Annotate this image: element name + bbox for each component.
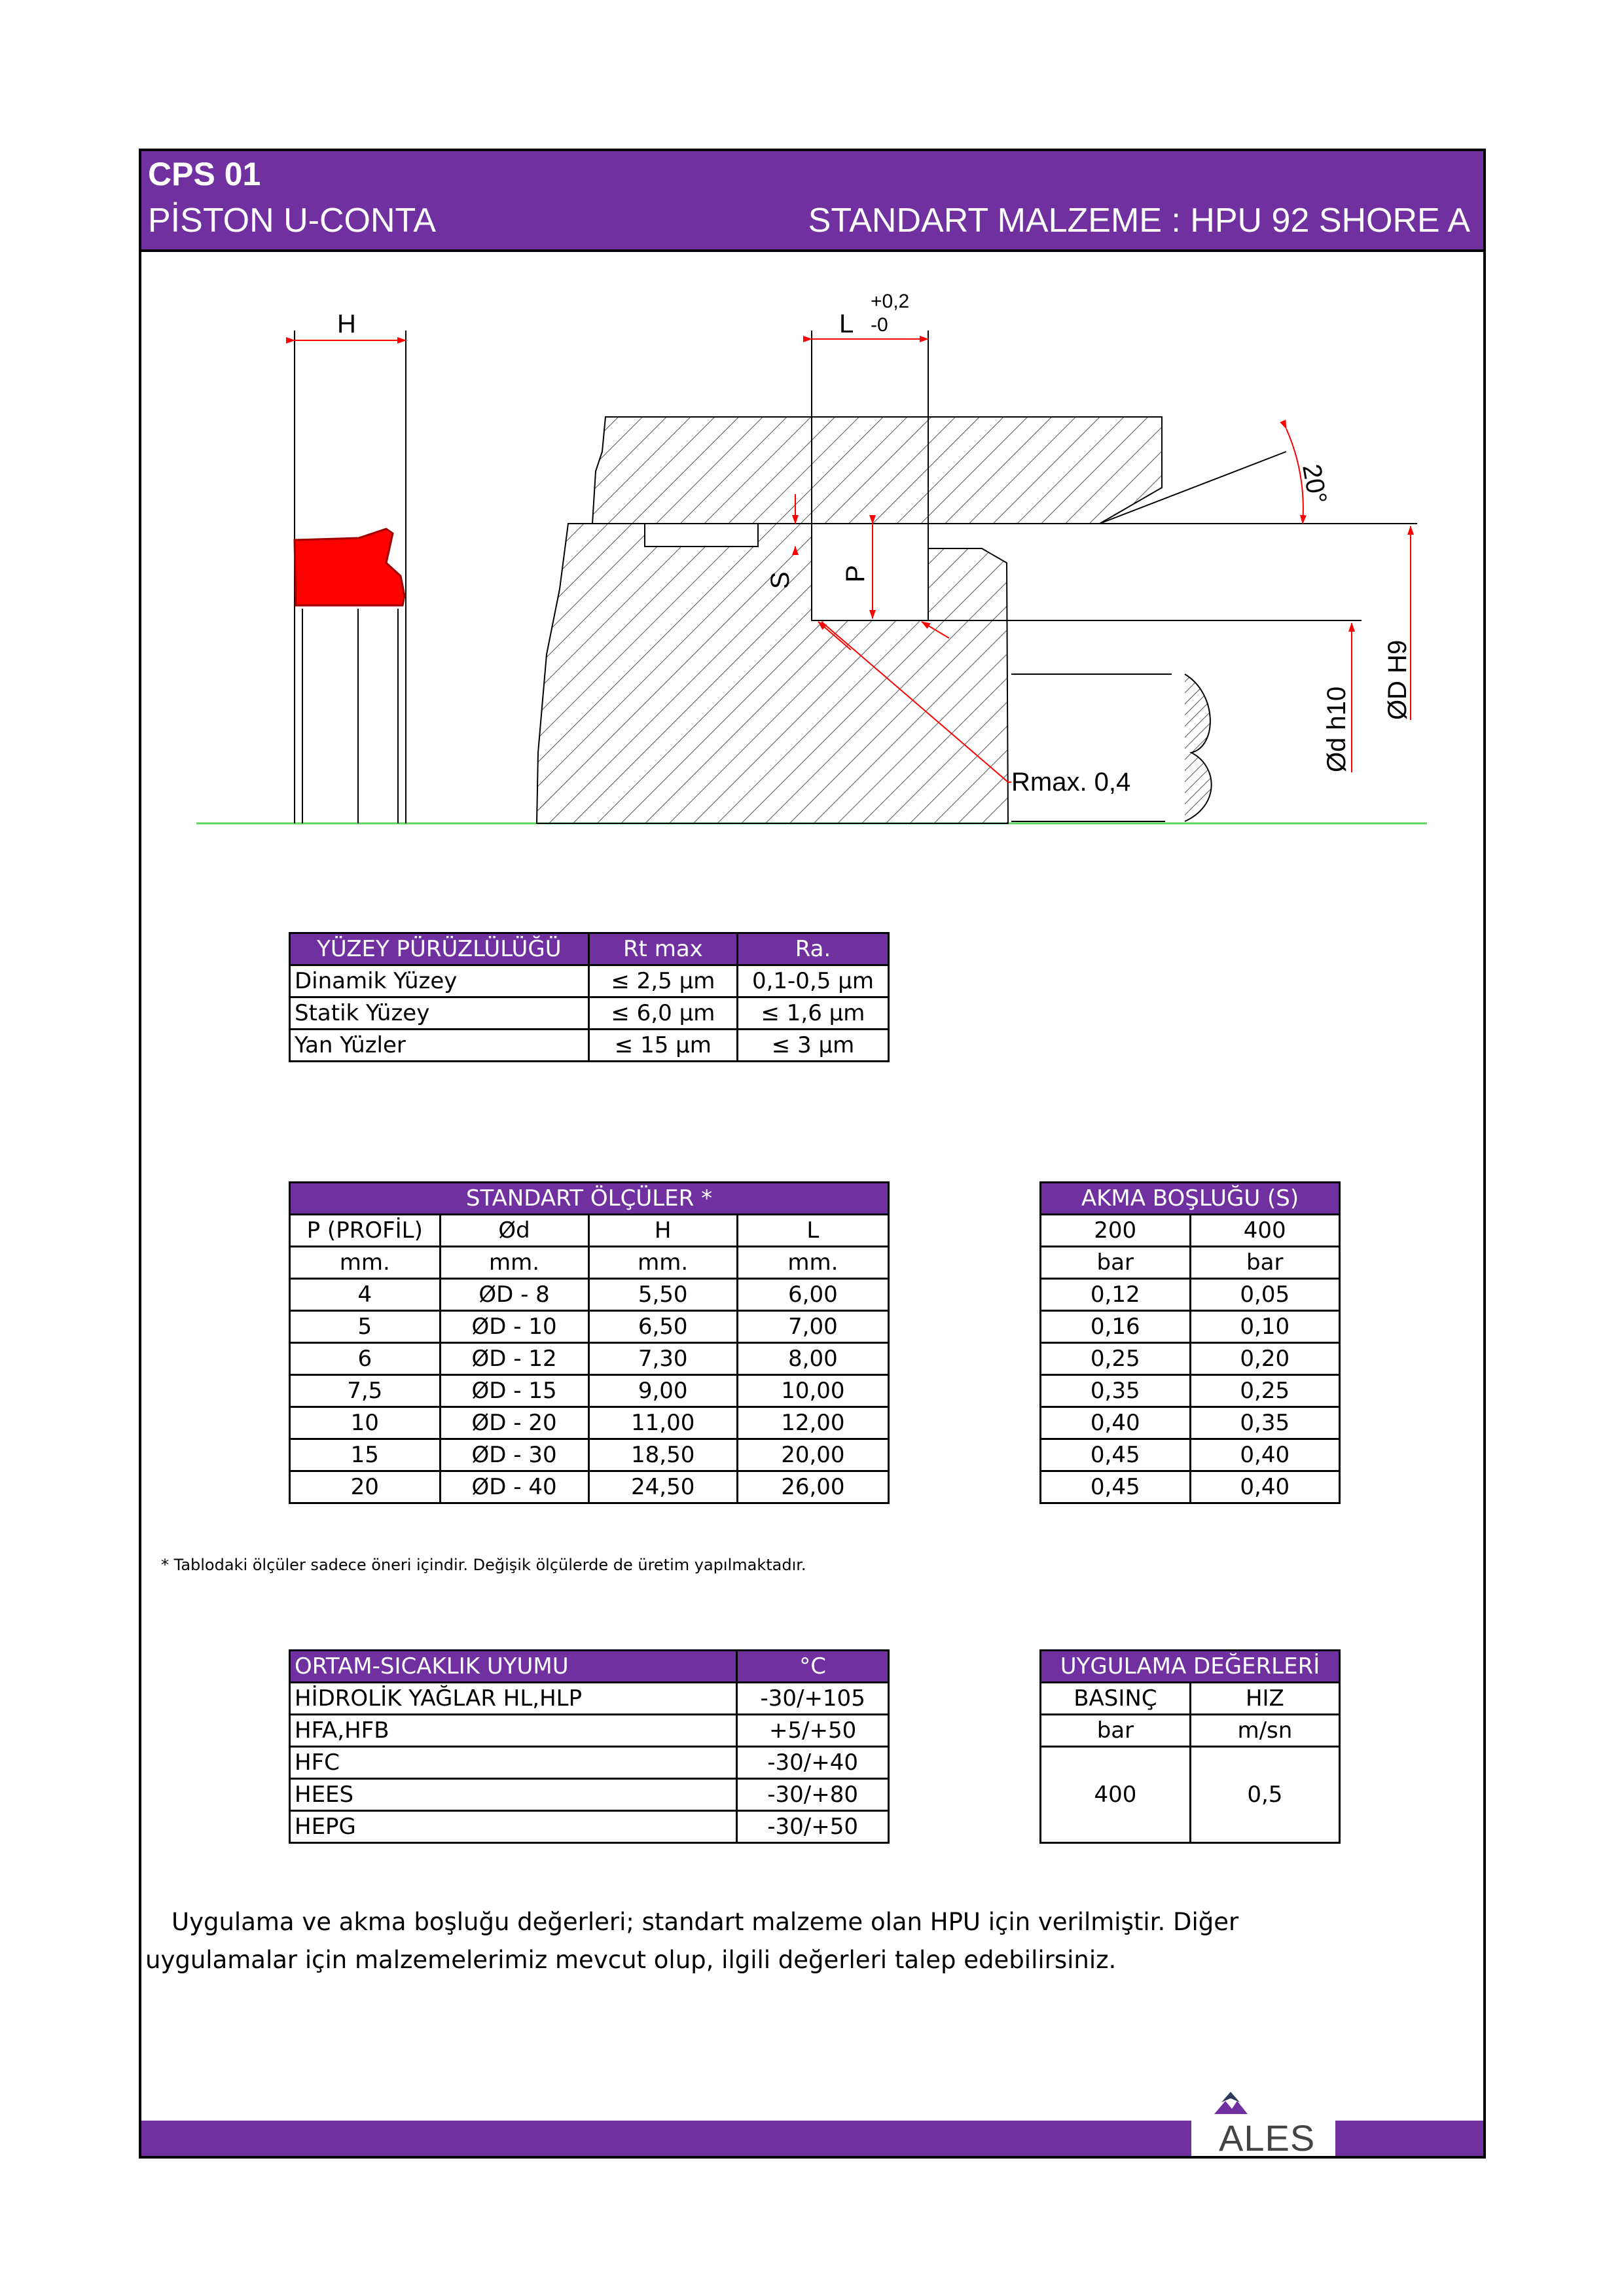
- media-cell: HİDROLİK YAĞLAR HL,HLP: [290, 1683, 737, 1715]
- angle-label: 20°: [1297, 461, 1332, 507]
- tolerance-minus: -0: [871, 314, 888, 336]
- dim-cell: 5,50: [588, 1279, 737, 1311]
- table-row: [290, 965, 889, 997]
- extrusion-col: 400: [1190, 1215, 1340, 1247]
- dim-col-d: Ød: [440, 1215, 588, 1247]
- dim-cell: 6,50: [588, 1311, 737, 1343]
- table-row: [1041, 1375, 1340, 1407]
- surface-cell: ≤ 2,5 µm: [588, 965, 737, 997]
- media-cell: HFA,HFB: [290, 1715, 737, 1747]
- logo-mark-icon: [1211, 2089, 1250, 2119]
- dim-cell: 7,30: [588, 1343, 737, 1375]
- application-col: BASINÇ: [1041, 1683, 1191, 1715]
- dim-cell: 10: [290, 1407, 441, 1439]
- application-values-table: [1039, 1649, 1341, 1844]
- table-row: [1041, 1439, 1340, 1471]
- dim-cell: 6: [290, 1343, 441, 1375]
- tolerance-plus: +0,2: [871, 291, 910, 312]
- table-row: [290, 1279, 889, 1311]
- media-cell: -30/+105: [737, 1683, 889, 1715]
- table-row: [1041, 1343, 1340, 1375]
- surface-cell: Statik Yüzey: [290, 997, 589, 1030]
- extrusion-cell: 0,45: [1041, 1439, 1191, 1471]
- rod: [1011, 674, 1212, 821]
- table-row: [1041, 1407, 1340, 1439]
- dim-cell: ØD - 8: [440, 1279, 588, 1311]
- seal-profile: [295, 529, 405, 605]
- dim-unit: mm.: [737, 1247, 888, 1279]
- application-unit: bar: [1041, 1715, 1191, 1747]
- table-row: [290, 1407, 889, 1439]
- dim-unit: mm.: [440, 1247, 588, 1279]
- table-row: [290, 1375, 889, 1407]
- dim-cell: 20: [290, 1471, 441, 1503]
- dim-cell: 6,00: [737, 1279, 888, 1311]
- dim-cell: 24,50: [588, 1471, 737, 1503]
- dim-col-l: L: [737, 1215, 888, 1247]
- extrusion-cell: 0,25: [1190, 1375, 1340, 1407]
- table-row: [290, 1471, 889, 1503]
- extrusion-cell: 0,35: [1190, 1407, 1340, 1439]
- extrusion-cell: 0,40: [1190, 1439, 1340, 1471]
- dim-cell: 8,00: [737, 1343, 888, 1375]
- dim-h-label: H: [337, 310, 356, 338]
- cylinder-body: [592, 417, 1162, 524]
- groove: [815, 527, 926, 619]
- dim-cell: 11,00: [588, 1407, 737, 1439]
- table-row: [290, 1779, 889, 1811]
- table-row: [290, 1343, 889, 1375]
- surface-cell: ≤ 15 µm: [588, 1030, 737, 1062]
- seal-drawing: [0, 0, 1624, 851]
- surface-header-0: YÜZEY PÜRÜZLÜLÜĞÜ: [290, 933, 589, 965]
- info-paragraph: [145, 1903, 1363, 1979]
- extrusion-cell: 0,45: [1041, 1471, 1191, 1503]
- dimensions-note: * Tablodaki ölçüler sadece öneri içindir. Değişik ölçülerde de üretim yapılmaktadır.: [161, 1556, 806, 1574]
- standard-dimensions-table: [289, 1181, 890, 1504]
- media-temperature-table: [289, 1649, 890, 1844]
- extrusion-cell: 0,12: [1041, 1279, 1191, 1311]
- table-row: [290, 1683, 889, 1715]
- dia-large-label: ØD H9: [1383, 639, 1412, 720]
- dim-cell: 7,5: [290, 1375, 441, 1407]
- dim-s-label: S: [766, 571, 795, 589]
- extrusion-cell: 0,10: [1190, 1311, 1340, 1343]
- pressure-value: 400: [1041, 1747, 1191, 1843]
- dim-unit: mm.: [588, 1247, 737, 1279]
- table-row: [290, 997, 889, 1030]
- extrusion-unit: bar: [1190, 1247, 1340, 1279]
- dim-cell: ØD - 12: [440, 1343, 588, 1375]
- media-cell: HFC: [290, 1747, 737, 1779]
- surface-cell: Yan Yüzler: [290, 1030, 589, 1062]
- table-row: [290, 1030, 889, 1062]
- dim-cell: ØD - 15: [440, 1375, 588, 1407]
- product-code: CPS 01: [148, 156, 261, 192]
- table-row: [290, 1715, 889, 1747]
- paragraph-text: Uygulama ve akma boşluğu değerleri; standart malzeme olan HPU için verilmiştir. Diğer uygulamalar için malzemelerimiz mevcut olup, ilgili değerleri talep edebilirsiniz.: [145, 1908, 1239, 1974]
- dim-cell: 20,00: [737, 1439, 888, 1471]
- dim-cell: ØD - 30: [440, 1439, 588, 1471]
- extrusion-title: AKMA BOŞLUĞU (S): [1041, 1183, 1340, 1215]
- dim-col-p: P (PROFİL): [290, 1215, 441, 1247]
- dim-cell: 5: [290, 1311, 441, 1343]
- extrusion-cell: 0,40: [1041, 1407, 1191, 1439]
- table-row: [290, 1811, 889, 1843]
- table-row: [1041, 1747, 1340, 1843]
- dim-col-h: H: [588, 1215, 737, 1247]
- table-row: [290, 1747, 889, 1779]
- surface-header-2: Ra.: [737, 933, 888, 965]
- ales-logo: [1191, 2094, 1335, 2159]
- media-header-1: °C: [737, 1651, 889, 1683]
- seal-side-view: [295, 310, 406, 823]
- dim-cell: 15: [290, 1439, 441, 1471]
- surface-cell: ≤ 6,0 µm: [588, 997, 737, 1030]
- dia-small-label: Ød h10: [1322, 686, 1351, 772]
- extrusion-cell: 0,40: [1190, 1471, 1340, 1503]
- surface-cell: ≤ 1,6 µm: [737, 997, 888, 1030]
- dim-cell: 4: [290, 1279, 441, 1311]
- logo-text: ALES: [1219, 2117, 1316, 2159]
- application-unit: m/sn: [1190, 1715, 1339, 1747]
- table-row: [290, 1311, 889, 1343]
- extrusion-cell: 0,16: [1041, 1311, 1191, 1343]
- dim-unit: mm.: [290, 1247, 441, 1279]
- dim-cell: ØD - 10: [440, 1311, 588, 1343]
- table-row: [1041, 1311, 1340, 1343]
- media-cell: -30/+40: [737, 1747, 889, 1779]
- dim-cell: ØD - 20: [440, 1407, 588, 1439]
- application-col: HIZ: [1190, 1683, 1339, 1715]
- dim-cell: 26,00: [737, 1471, 888, 1503]
- media-cell: -30/+50: [737, 1811, 889, 1843]
- table-row: [1041, 1279, 1340, 1311]
- media-cell: HEPG: [290, 1811, 737, 1843]
- dim-cell: ØD - 40: [440, 1471, 588, 1503]
- extrusion-col: 200: [1041, 1215, 1191, 1247]
- dim-cell: 18,50: [588, 1439, 737, 1471]
- extrusion-cell: 0,35: [1041, 1375, 1191, 1407]
- extrusion-cell: 0,05: [1190, 1279, 1340, 1311]
- surface-cell: ≤ 3 µm: [737, 1030, 888, 1062]
- extrusion-cell: 0,25: [1041, 1343, 1191, 1375]
- media-cell: -30/+80: [737, 1779, 889, 1811]
- piston-body: [537, 524, 1008, 823]
- surface-header-1: Rt max: [588, 933, 737, 965]
- extrusion-cell: 0,20: [1190, 1343, 1340, 1375]
- media-header-0: ORTAM-SICAKLIK UYUMU: [290, 1651, 737, 1683]
- surface-roughness-table: [289, 932, 890, 1062]
- media-cell: HEES: [290, 1779, 737, 1811]
- application-title: UYGULAMA DEĞERLERİ: [1041, 1651, 1340, 1683]
- dim-cell: 7,00: [737, 1311, 888, 1343]
- dim-l-label: L: [839, 310, 854, 338]
- radius-label: Rmax. 0,4: [1011, 768, 1131, 797]
- dim-cell: 9,00: [588, 1375, 737, 1407]
- extrusion-gap-table: [1039, 1181, 1341, 1504]
- table-row: [1041, 1471, 1340, 1503]
- speed-value: 0,5: [1190, 1747, 1339, 1843]
- surface-cell: Dinamik Yüzey: [290, 965, 589, 997]
- dim-cell: 12,00: [737, 1407, 888, 1439]
- table-row: [290, 1439, 889, 1471]
- surface-cell: 0,1-0,5 µm: [737, 965, 888, 997]
- media-cell: +5/+50: [737, 1715, 889, 1747]
- product-name: PİSTON U-CONTA: [148, 202, 437, 240]
- dim-cell: 10,00: [737, 1375, 888, 1407]
- dim-p-label: P: [841, 565, 870, 583]
- dimensions-title: STANDART ÖLÇÜLER *: [290, 1183, 889, 1215]
- standard-material: STANDART MALZEME : HPU 92 SHORE A: [808, 202, 1470, 240]
- extrusion-unit: bar: [1041, 1247, 1191, 1279]
